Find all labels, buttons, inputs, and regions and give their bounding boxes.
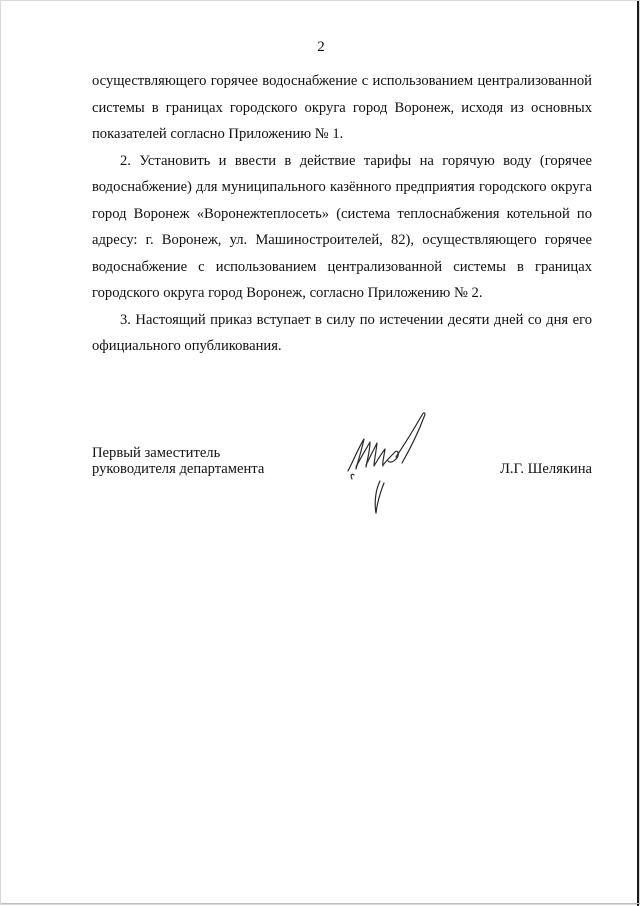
signatory-title-line-1: Первый заместитель <box>92 445 221 461</box>
signatory-name: Л.Г. Шелякина <box>499 461 592 477</box>
scan-edge-bottom <box>1 903 640 904</box>
paragraph-continuation: осуществляющего горячее водоснабжение с использованием централизованной системы в границах городского округа город Воронеж, исходя из основных показателей согласно Приложению № 1. <box>92 73 592 142</box>
scan-edge-right <box>637 1 639 906</box>
document-body <box>92 68 592 360</box>
signatory-title-line-2: руководителя департамента <box>92 461 265 477</box>
paragraph-item-3: 3. Настоящий приказ вступает в силу по истечении десяти дней со дня его официального опубликования. <box>92 311 592 354</box>
signatory-title <box>92 445 264 477</box>
signature-block <box>92 445 592 535</box>
page-number: 2 <box>317 39 325 55</box>
handwritten-signature-icon <box>340 409 440 519</box>
paragraph-item-2: 2. Установить и ввести в действие тарифы на горячую воду (горячее водоснабжение) для муниципального казённого предприятия городского округа город Воронеж «Воронежтеплосеть» (система теплоснабжения котельной по адресу: г. Воронеж, ул. Машиностроителей, 82), осуществляющего горячее водоснабжение с использованием централизованной системы в границах городского округа город Воронеж, согласно Приложению № 2. <box>92 152 592 301</box>
